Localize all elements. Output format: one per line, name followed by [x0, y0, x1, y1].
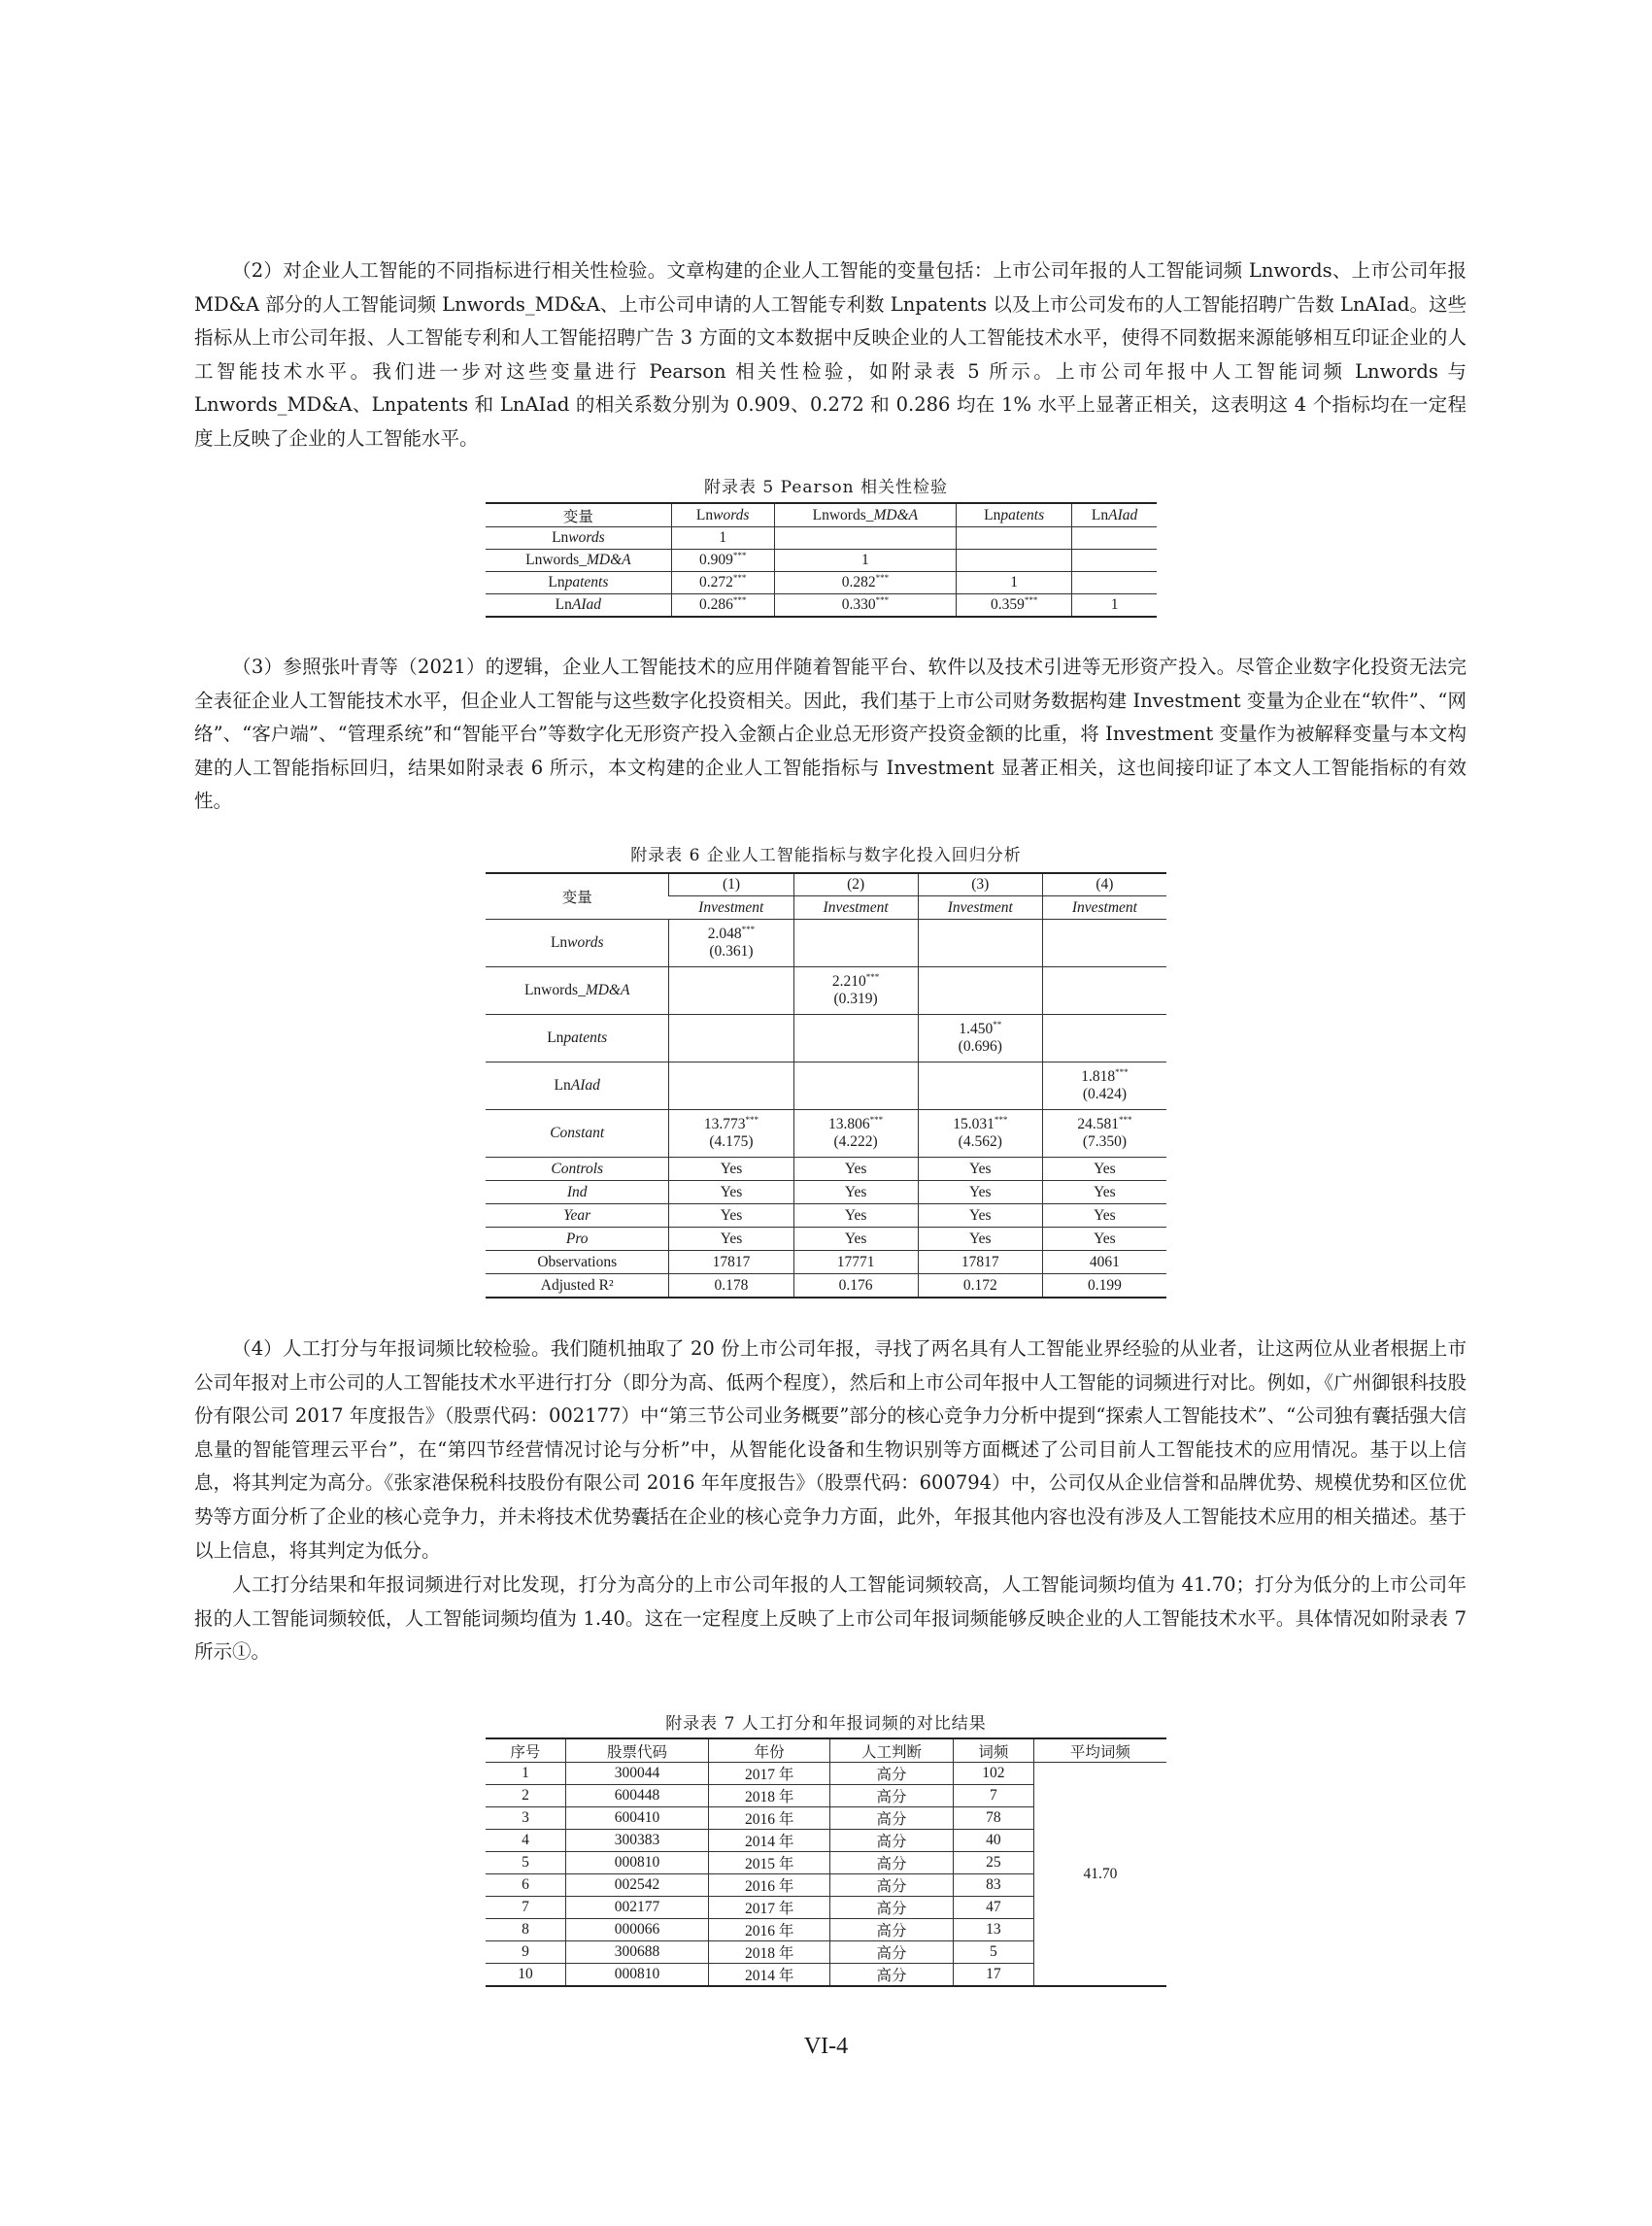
page-number: VI-4: [803, 2034, 849, 2059]
table7-cell: 高分: [830, 1941, 954, 1964]
table6-cell: Yes: [793, 1228, 918, 1251]
table6-cell: [669, 1110, 793, 1158]
table6-cell: Yes: [1042, 1204, 1166, 1228]
table6-cell: Yes: [918, 1204, 1042, 1228]
table5-cell: 0.330***: [774, 594, 956, 618]
table6-coef-row: [486, 920, 1166, 967]
table6-control-row: [486, 1251, 1166, 1274]
table6-cell: [669, 1062, 793, 1110]
table6-coef-row: [486, 967, 1166, 1015]
table7-average-cell: 41.70: [1033, 1763, 1166, 1987]
table5-cell: 1: [1072, 594, 1157, 618]
table6-col-number: (2): [793, 873, 918, 896]
table6-header-row: [486, 873, 1166, 896]
standard-error: (4.562): [958, 1133, 1002, 1150]
table6-cell: [1042, 1015, 1166, 1062]
table5-pearson: [486, 502, 1157, 618]
table6-cell: [918, 1110, 1042, 1158]
table7-cell: 高分: [830, 1852, 954, 1874]
table5-row: [486, 572, 1157, 594]
table6-cell: Yes: [1042, 1158, 1166, 1181]
significance-stars: ***: [875, 572, 890, 583]
table6-cell: Yes: [918, 1158, 1042, 1181]
table6-cell: [669, 920, 793, 967]
table6-cell: 0.172: [918, 1274, 1042, 1298]
coefficient: 13.806***: [828, 1114, 884, 1132]
paragraph-manual-scoring: （4）人工打分与年报词频比较检验。我们随机抽取了 20 份上市公司年报，寻找了两名具有人工智能业界经验的从业者，让这两位从业者根据上市公司年报对上市公司的人工智能技术水平进行打分（即分为高、低两个程度），然后和上市公司年报中人工智能的词频进行对比。例如，《广州御银科技股份有限公司 2017 年度报告》（股票代码：002177）中“第三节公司业务概要”部分的核心竞争力分析中提到“探索人工智能技术”、“公司独有囊括强大信息量的智能管理云平台”，在“第四节经营情况讨论与分析”中，从智能化设备和生物识别等方面概述了公司目前人工智能技术的应用情况。基于以上信息，将其判定为高分。《张家港保税科技股份有限公司 2016 年年度报告》（股票代码：600794）中，公司仅从企业信誉和品牌优势、规模优势和区位优势等方面分析了企业的核心竞争力，并未将技术优势囊括在企业的核心竞争力方面，此外，年报其他内容也没有涉及人工智能技术应用的相关描述。基于以上信息，将其判定为低分。: [194, 1337, 1467, 1562]
table6-cell: Yes: [793, 1204, 918, 1228]
table7-header-cell: 股票代码: [565, 1738, 708, 1763]
table5-header-cell: Lnwords_MD&A: [774, 503, 956, 527]
table6-cell: Yes: [669, 1204, 793, 1228]
coefficient: 15.031***: [953, 1114, 1008, 1132]
table7-header-cell: 人工判断: [830, 1738, 954, 1763]
significance-stars: ***: [1115, 1066, 1129, 1077]
table7-cell: 高分: [830, 1807, 954, 1830]
table7-cell: 300044: [565, 1763, 708, 1785]
table6-col-number: (4): [1042, 873, 1166, 896]
table6-control-row: [486, 1204, 1166, 1228]
table6-dep-var: Investment: [1042, 896, 1166, 920]
table7-cell: 8: [486, 1919, 565, 1941]
table5-header-row: [486, 503, 1157, 527]
coefficient: 1.450**: [959, 1019, 1002, 1037]
table7-caption: 附录表 7 人工打分和年报词频的对比结果: [665, 1714, 987, 1734]
table5-row: [486, 550, 1157, 572]
standard-error: (4.175): [709, 1133, 754, 1150]
table7-cell: 高分: [830, 1964, 954, 1987]
table5-row-label: LnAIad: [555, 596, 602, 613]
table6-row-label: Lnpatents: [486, 1015, 669, 1062]
table7-header-cell: 年份: [709, 1738, 830, 1763]
table7-cell: 2018 年: [709, 1785, 830, 1807]
var-suffix: patents: [1000, 506, 1045, 523]
table6-row-label: Lnwords: [486, 920, 669, 967]
table6-row-label: Adjusted R²: [540, 1276, 614, 1294]
table6-row-label: Observations: [486, 1251, 669, 1274]
table5-cell: 0.909***: [671, 550, 774, 572]
table6-control-row: [486, 1274, 1166, 1298]
var-suffix: patents: [563, 1029, 608, 1046]
standard-error: (0.696): [958, 1038, 1002, 1055]
table6-dep-var: Investment: [918, 896, 1042, 920]
table7-cell: 4: [486, 1830, 565, 1852]
table5-cell: 1: [774, 550, 956, 572]
table6-cell: [918, 1015, 1042, 1062]
var-name: Year: [563, 1206, 591, 1224]
table6-cell: Yes: [793, 1181, 918, 1204]
table6-row-label: [486, 1204, 669, 1228]
var-suffix: words: [568, 529, 605, 546]
table7-cell: 000810: [565, 1852, 708, 1874]
table6-cell: 4061: [1042, 1251, 1166, 1274]
table6-cell: [793, 1062, 918, 1110]
table7-cell: 高分: [830, 1785, 954, 1807]
table6-row-label: [486, 1181, 669, 1204]
table5-cell: [1072, 550, 1157, 572]
table7-cell: 13: [953, 1919, 1033, 1941]
table7-cell: 78: [953, 1807, 1033, 1830]
table7-cell: 高分: [830, 1830, 954, 1852]
table7-cell: 40: [953, 1830, 1033, 1852]
table6-dep-var: Investment: [793, 896, 918, 920]
table7-cell: 高分: [830, 1763, 954, 1785]
table5-header-cell: Lnpatents: [957, 503, 1072, 527]
standard-error: (0.361): [709, 943, 754, 960]
table6-cell: Yes: [669, 1181, 793, 1204]
table5-cell: [957, 527, 1072, 550]
coefficient: 1.818***: [1081, 1066, 1129, 1085]
table5-cell: 1: [957, 572, 1072, 594]
var-suffix: _MD&A: [578, 982, 630, 998]
table7-cell: 2015 年: [709, 1852, 830, 1874]
table6-cell: [918, 920, 1042, 967]
table6-cell: [793, 1015, 918, 1062]
table7-cell: 600448: [565, 1785, 708, 1807]
table6-control-row: [486, 1158, 1166, 1181]
table6-cell: Yes: [669, 1228, 793, 1251]
coefficient: 24.581***: [1077, 1114, 1132, 1132]
significance-stars: ***: [869, 1114, 884, 1125]
table6-cell: Yes: [918, 1228, 1042, 1251]
significance-stars: ***: [732, 550, 747, 560]
table7-cell: 3: [486, 1807, 565, 1830]
table5-row-label: Lnwords: [486, 527, 671, 550]
table7-cell: 002177: [565, 1897, 708, 1919]
table7-cell: 7: [486, 1897, 565, 1919]
var-name: Controls: [551, 1160, 604, 1177]
standard-error: (7.350): [1082, 1133, 1128, 1150]
table6-cell: [918, 1062, 1042, 1110]
table5-cell: [957, 550, 1072, 572]
table6-var-header: 变量: [486, 873, 669, 920]
standard-error: (4.222): [833, 1133, 878, 1150]
table7-cell: 2016 年: [709, 1874, 830, 1897]
table7-cell: 6: [486, 1874, 565, 1897]
coefficient: 2.048***: [707, 924, 756, 942]
var-suffix: words: [713, 506, 750, 523]
table7-cell: 2017 年: [709, 1897, 830, 1919]
table7-cell: 17: [953, 1964, 1033, 1987]
table6-cell: 17771: [793, 1251, 918, 1274]
significance-stars: ***: [1024, 594, 1038, 605]
table5-row-label: Lnwords_MD&A: [486, 550, 671, 572]
significance-stars: **: [993, 1019, 1002, 1029]
table6-row-label: [486, 1228, 669, 1251]
table7-cell: 002542: [565, 1874, 708, 1897]
table7-cell: 2017 年: [709, 1763, 830, 1785]
table6-cell: Yes: [918, 1181, 1042, 1204]
table7-cell: 高分: [830, 1874, 954, 1897]
table6-coef-row: [486, 1110, 1166, 1158]
table6-cell: 17817: [669, 1251, 793, 1274]
table6-coef-row: [486, 1015, 1166, 1062]
table6-cell: Yes: [669, 1158, 793, 1181]
table5-cell: 0.272***: [671, 572, 774, 594]
table7-cell: 83: [953, 1874, 1033, 1897]
table7-header-cell: 词频: [953, 1738, 1033, 1763]
table7-header-row: [486, 1738, 1166, 1763]
paragraph-correlation-test: （2）对企业人工智能的不同指标进行相关性检验。文章构建的企业人工智能的变量包括：上市公司年报的人工智能词频 Lnwords、上市公司年报 MD&A 部分的人工智能词频 Lnwords_MD&A、上市公司申请的人工智能专利数 Lnpatents 以及上市公司发布的人工智能招聘广告数 LnAIad。这些指标从上市公司年报、人工智能专利和人工智能招聘广告 3 方面的文本数据中反映企业的人工智能技术水平，使得不同数据来源能够相互印证企业的人工智能技术水平。我们进一步对这些变量进行 Pearson 相关性检验，如附录表 5 所示。上市公司年报中人工智能词频 Lnwords 与 Lnwords_MD&A、Lnpatents 和 LnAIad 的相关系数分别为 0.909、0.272 和 0.286 均在 1% 水平上显著正相关，这表明这 4 个指标均在一定程度上反映了企业的人工智能水平。: [194, 259, 1467, 450]
table7-cell: 600410: [565, 1807, 708, 1830]
table6-cell: 17817: [918, 1251, 1042, 1274]
table6-cell: 0.178: [669, 1274, 793, 1298]
table5-caption: 附录表 5 Pearson 相关性检验: [704, 478, 948, 497]
table5-header-cell: LnAIad: [1072, 503, 1157, 527]
var-suffix: AIad: [571, 596, 602, 613]
var-suffix: AIad: [570, 1077, 600, 1094]
table5-row-label: Lnpatents: [486, 572, 671, 594]
table7-cell: 47: [953, 1897, 1033, 1919]
table6-cell: [793, 967, 918, 1015]
table6-col-number: (3): [918, 873, 1042, 896]
table6-cell: Yes: [793, 1158, 918, 1181]
table6-cell: [1042, 920, 1166, 967]
table6-cell: [1042, 1110, 1166, 1158]
table5-header-cell: Lnwords: [671, 503, 774, 527]
table7-cell: 102: [953, 1763, 1033, 1785]
var-suffix: _MD&A: [579, 552, 631, 568]
table7-cell: 2016 年: [709, 1807, 830, 1830]
significance-stars: ***: [865, 971, 880, 982]
paragraph-investment: （3）参照张叶青等（2021）的逻辑，企业人工智能技术的应用伴随着智能平台、软件以及技术引进等无形资产投入。尽管企业数字化投资无法完全表征企业人工智能技术水平，但企业人工智能与这些数字化投资相关。因此，我们基于上市公司财务数据构建 Investment 变量为企业在“软件”、“网络”、“客户端”、“管理系统”和“智能平台”等数字化无形资产投入金额占企业总无形资产投资金额的比重，将 Investment 变量作为被解释变量与本文构建的人工智能指标回归，结果如附录表 6 所示，本文构建的企业人工智能指标与 Investment 显著正相关，这也间接印证了本文人工智能指标的有效性。: [194, 656, 1467, 813]
significance-stars: ***: [741, 924, 756, 934]
table7-header-cell: 平均词频: [1033, 1738, 1166, 1763]
standard-error: (0.424): [1082, 1086, 1128, 1102]
table6-col-number: (1): [669, 873, 793, 896]
table7-cell: 9: [486, 1941, 565, 1964]
table6-cell: 0.199: [1042, 1274, 1166, 1298]
table5-row: [486, 527, 1157, 550]
var-name: Pro: [565, 1230, 589, 1247]
table7-comparison: [486, 1737, 1166, 1987]
table6-row-label: [486, 1158, 669, 1181]
table7-header-cell: 序号: [486, 1738, 565, 1763]
var-suffix: AIad: [1108, 506, 1138, 523]
table5-cell: 0.282***: [774, 572, 956, 594]
table6-dep-var: Investment: [669, 896, 793, 920]
table7-cell: 300688: [565, 1941, 708, 1964]
table7-cell: 1: [486, 1763, 565, 1785]
paragraph-comparison-result: 人工打分结果和年报词频进行对比发现，打分为高分的上市公司年报的人工智能词频较高，人工智能词频均值为 41.70；打分为低分的上市公司年报的人工智能词频较低，人工智能词频均值为 1.40。这在一定程度上反映了上市公司年报词频能够反映企业的人工智能技术水平。具体情况如附录表 7 所示①。: [194, 1573, 1467, 1664]
significance-stars: ***: [732, 572, 747, 583]
table7-cell: 25: [953, 1852, 1033, 1874]
var-name: Ind: [566, 1183, 588, 1200]
significance-stars: ***: [732, 594, 747, 605]
var-suffix: _MD&A: [865, 506, 919, 523]
table6-row-label: LnAIad: [486, 1062, 669, 1110]
var-name: Constant: [550, 1125, 605, 1141]
table6-cell: [918, 967, 1042, 1015]
table6-control-row: [486, 1228, 1166, 1251]
table7-row: [486, 1763, 1166, 1785]
table7-cell: 7: [953, 1785, 1033, 1807]
table5-cell: [1072, 572, 1157, 594]
table7-cell: 高分: [830, 1897, 954, 1919]
table6-cell: [669, 1015, 793, 1062]
significance-stars: ***: [1118, 1114, 1132, 1125]
table7-cell: 2014 年: [709, 1830, 830, 1852]
table6-cell: [669, 967, 793, 1015]
significance-stars: ***: [875, 594, 890, 605]
table6-row-label: Lnwords_MD&A: [486, 967, 669, 1015]
table7-cell: 000810: [565, 1964, 708, 1987]
coefficient: 2.210***: [831, 971, 880, 990]
table7-cell: 高分: [830, 1919, 954, 1941]
table6-row-label: [486, 1110, 669, 1158]
table7-cell: 300383: [565, 1830, 708, 1852]
table5-cell: [1072, 527, 1157, 550]
significance-stars: ***: [994, 1114, 1008, 1125]
table5-cell: [774, 527, 956, 550]
table5-cell: 0.359***: [957, 594, 1072, 618]
table6-caption: 附录表 6 企业人工智能指标与数字化投入回归分析: [630, 846, 1022, 865]
table6-cell: Yes: [1042, 1228, 1166, 1251]
standard-error: (0.319): [833, 991, 878, 1007]
var-suffix: patents: [564, 574, 609, 590]
table7-cell: 2: [486, 1785, 565, 1807]
table6-cell: [793, 920, 918, 967]
table7-cell: 000066: [565, 1919, 708, 1941]
table6-control-row: [486, 1181, 1166, 1204]
table6-cell: Yes: [1042, 1181, 1166, 1204]
table6-cell: 0.176: [793, 1274, 918, 1298]
table6-regression: [486, 872, 1166, 1298]
table5-header-cell: 变量: [486, 503, 671, 527]
significance-stars: ***: [745, 1114, 759, 1125]
table6-cell: [1042, 1062, 1166, 1110]
table5-cell: 1: [671, 527, 774, 550]
table7-cell: 10: [518, 1966, 533, 1982]
table5-cell: 0.286***: [671, 594, 774, 618]
table7-cell: 5: [486, 1852, 565, 1874]
table5-row: [486, 594, 1157, 618]
table6-cell: [793, 1110, 918, 1158]
table6-cell: [1042, 967, 1166, 1015]
table7-cell: 2014 年: [709, 1964, 830, 1987]
coefficient: 13.773***: [703, 1114, 759, 1132]
table6-coef-row: [486, 1062, 1166, 1110]
table7-cell: 5: [953, 1941, 1033, 1964]
var-suffix: words: [567, 934, 604, 951]
table7-cell: 2018 年: [709, 1941, 830, 1964]
table7-cell: 2016 年: [709, 1919, 830, 1941]
